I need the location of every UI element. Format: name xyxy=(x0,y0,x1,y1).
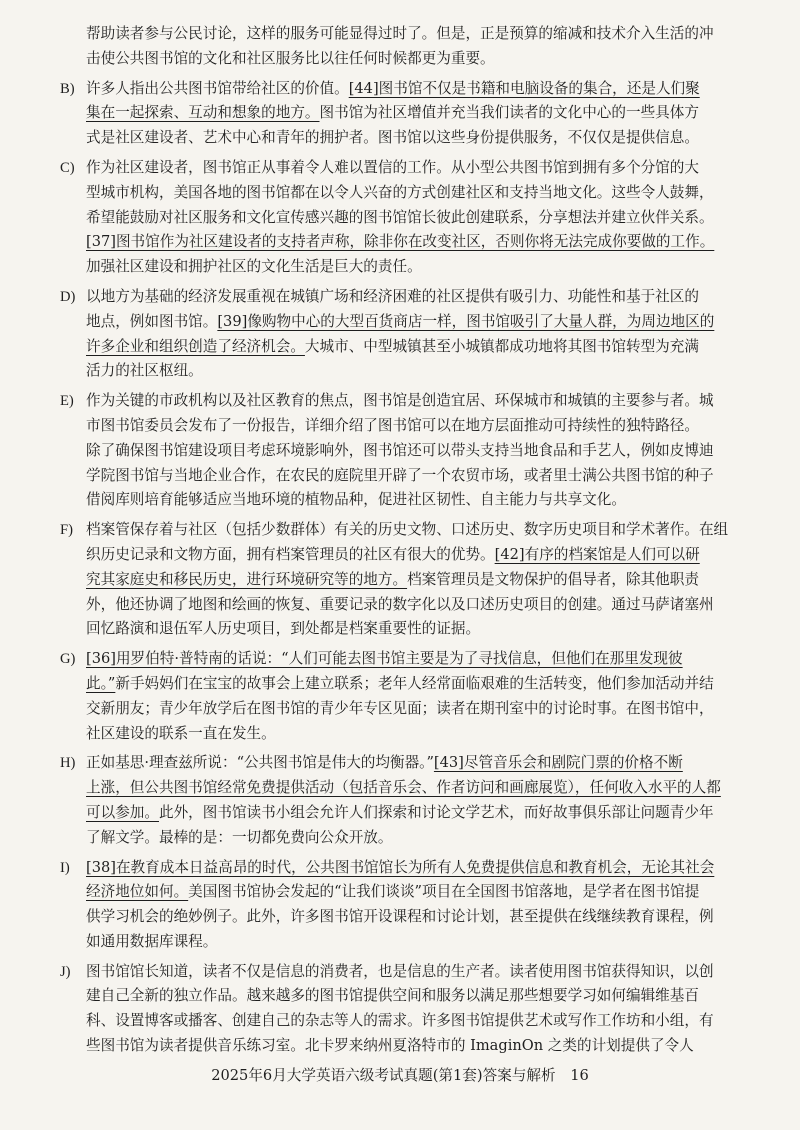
text-segment: 借阅库则培育能够适应当地环境的植物品种，促进社区韧性、自主能力与共享文化。 xyxy=(86,491,626,509)
text-segment: 大城市、中型城镇甚至小城镇都成功地将其图书馆转型为充满 xyxy=(304,337,699,355)
text-line xyxy=(60,984,764,1009)
text-line xyxy=(60,1034,764,1059)
text-line xyxy=(60,77,764,102)
text-line xyxy=(60,826,764,851)
text-segment: 供学习机会的绝妙例子。此外，许多图书馆开设课程和讨论计划，甚至提供在线继续教育课程，例 xyxy=(86,908,714,926)
text-line xyxy=(60,464,764,489)
text-line xyxy=(60,801,764,826)
paragraph-letter: D) xyxy=(60,288,76,305)
text-line xyxy=(60,310,764,335)
text-segment: 社区建设的联系一直在发生。 xyxy=(86,724,276,742)
text-line xyxy=(60,414,764,439)
text-segment: 图书馆为社区增值并充当我们读者的文化中心的一些具体方 xyxy=(319,104,699,122)
footer-title: 2025年6月大学英语六级考试真题(第1套)答案与解析 xyxy=(211,1067,556,1084)
text-line xyxy=(60,880,764,905)
underlined-answer-text: 上涨，但公共图书馆经常免费提供活动（包括音乐会、作者访问和画廊展览），任何收入水平的人都 xyxy=(86,779,721,797)
text-segment: 美国图书馆协会发起的“让我们谈谈”项目在全国图书馆落地，是学者在图书馆提 xyxy=(188,883,700,901)
text-segment: 如通用数据库课程。 xyxy=(86,932,218,950)
text-line xyxy=(60,697,764,722)
text-segment: 图书馆馆长知道，读者不仅是信息的消费者，也是信息的生产者。读者使用图书馆获得知识，以创 xyxy=(86,962,714,980)
text-segment: 外，他还协调了地图和绘画的恢复、重要记录的数字化以及口述历史项目的创建。通过马萨诸塞州 xyxy=(86,595,714,613)
paragraph xyxy=(60,518,764,642)
underlined-answer-text: 可以参加。 xyxy=(86,803,159,821)
text-line xyxy=(60,126,764,151)
text-segment: 回忆路演和退伍军人历史项目，到处都是档案重要性的证据。 xyxy=(86,620,481,638)
paragraph-letter: C) xyxy=(60,159,75,176)
text-segment: 建自己全新的独立作品。越来越多的图书馆提供空间和服务以满足那些想要学习如何编辑维基百 xyxy=(86,987,699,1005)
text-line xyxy=(60,722,764,747)
underlined-answer-text: [39]像购物中心的大型百货商店一样，图书馆吸引了大量人群，为周边地区的 xyxy=(217,312,715,330)
text-line xyxy=(60,488,764,513)
text-line xyxy=(60,101,764,126)
text-line xyxy=(60,930,764,955)
underlined-answer-text: [36]用罗伯特·普特南的话说：“人们可能去图书馆主要是为了寻找信息，但他们在那里发现彼 xyxy=(86,650,683,668)
paragraph-letter: B) xyxy=(60,80,75,97)
underlined-answer-text: [43]尽管音乐会和剧院门票的价格不断 xyxy=(433,754,683,772)
text-segment: 作为社区建设者，图书馆正从事着令人难以置信的工作。从小型公共图书馆到拥有多个分馆的大 xyxy=(86,158,699,176)
underlined-answer-text: [42]有序的档案馆是人们可以研 xyxy=(494,545,700,563)
text-line xyxy=(60,206,764,231)
paragraph xyxy=(60,285,764,384)
paragraph-letter: G) xyxy=(60,651,76,668)
text-line xyxy=(60,156,764,181)
text-segment: 希望能鼓励对社区服务和文化宣传感兴趣的图书馆馆长彼此创建联系，分享想法并建立伙伴关系。 xyxy=(86,208,714,226)
text-segment: 织历史记录和文物方面，拥有档案管理员的社区有很大的优势。 xyxy=(86,545,495,563)
text-line xyxy=(60,230,764,255)
passage-text xyxy=(60,22,764,1059)
text-line xyxy=(60,593,764,618)
page-number: 16 xyxy=(570,1067,589,1084)
text-segment: 正如基思·理查兹所说：“公共图书馆是伟大的均衡器。” xyxy=(86,754,434,772)
text-line xyxy=(60,647,764,672)
text-segment: 了解文学。最棒的是：一切都免费向公众开放。 xyxy=(86,828,393,846)
text-line xyxy=(60,255,764,280)
text-segment: 学院图书馆与当地企业合作，在农民的庭院里开辟了一个农贸市场，或者里士满公共图书馆的种子 xyxy=(86,466,714,484)
paragraph-list xyxy=(60,77,764,1059)
underlined-answer-text: [37]图书馆作为社区建设者的支持者声称，除非你在改变社区，否则你将无法完成你要做的工作。 xyxy=(86,233,715,251)
text-line xyxy=(60,751,764,776)
text-line xyxy=(60,960,764,985)
text-line xyxy=(60,47,764,72)
text-line xyxy=(60,389,764,414)
text-line xyxy=(60,568,764,593)
paragraph-letter: E) xyxy=(60,393,74,410)
underlined-answer-text: 集在一起探索、互动和想象的地方。 xyxy=(86,104,320,122)
text-segment: 式是社区建设者、艺术中心和青年的拥护者。图书馆以这些身份提供服务，不仅仅是提供信息。 xyxy=(86,129,699,147)
text-line xyxy=(60,776,764,801)
text-segment: 交新朋友；青少年放学后在图书馆的青少年专区见面；读者在期刊室中的讨论时事。在图书馆中， xyxy=(86,699,714,717)
paragraph-letter: J) xyxy=(60,963,71,980)
text-segment: 科、设置博客或播客、创建自己的杂志等人的需求。许多图书馆提供艺术或写作工作坊和小组，有 xyxy=(86,1012,714,1030)
text-line xyxy=(60,672,764,697)
paragraph xyxy=(60,77,764,151)
underlined-answer-text: [38]在教育成本日益高昂的时代，公共图书馆馆长为所有人免费提供信息和教育机会，无论其社会 xyxy=(86,858,715,876)
text-segment: 档案管理员是文物保护的倡导者，除其他职责 xyxy=(407,570,699,588)
text-segment: 些图书馆为读者提供音乐练习室。北卡罗来纳州夏洛特市的 ImaginOn 之类的计划提供了令人 xyxy=(86,1037,694,1055)
paragraph xyxy=(60,647,764,746)
page-footer xyxy=(0,1065,800,1087)
text-segment: 击使公共图书馆的文化和社区服务比以往任何时候都更为重要。 xyxy=(86,49,495,67)
paragraph-letter: I) xyxy=(60,859,70,876)
paragraph xyxy=(60,389,764,513)
text-line xyxy=(60,335,764,360)
text-segment: 活力的社区枢纽。 xyxy=(86,362,203,380)
underlined-answer-text: 此。” xyxy=(86,674,116,692)
paragraph xyxy=(60,960,764,1059)
text-line xyxy=(60,285,764,310)
text-segment: 档案管保存着与社区（包括少数群体）有关的历史文物、口述历史、数字历史项目和学术著作。在组 xyxy=(86,521,729,539)
paragraph xyxy=(60,751,764,850)
text-segment: 许多人指出公共图书馆带给社区的价值。 xyxy=(86,79,349,97)
text-line xyxy=(60,543,764,568)
text-line xyxy=(60,617,764,642)
text-segment: 地点，例如图书馆。 xyxy=(86,312,218,330)
text-line xyxy=(60,856,764,881)
text-segment: 作为关键的市政机构以及社区教育的焦点，图书馆是创造宜居、环保城市和城镇的主要参与者。城 xyxy=(86,392,714,410)
text-segment: 市图书馆委员会发布了一份报告，详细介绍了图书馆可以在地方层面推动可持续性的独特路径。 xyxy=(86,416,699,434)
paragraph-letter: H) xyxy=(60,755,76,772)
text-line xyxy=(60,181,764,206)
text-segment: 加强社区建设和拥护社区的文化生活是巨大的责任。 xyxy=(86,258,422,276)
text-segment: 除了确保图书馆建设项目考虑环境影响外，图书馆还可以带头支持当地食品和手艺人，例如皮博迪 xyxy=(86,441,714,459)
text-line xyxy=(60,359,764,384)
text-line xyxy=(60,905,764,930)
underlined-answer-text: 许多企业和组织创造了经济机会。 xyxy=(86,337,305,355)
text-segment: 帮助读者参与公民讨论，这样的服务可能显得过时了。但是，正是预算的缩减和技术介入生活的冲 xyxy=(86,25,714,42)
underlined-answer-text: 经济地位如何。 xyxy=(86,883,189,901)
paragraph xyxy=(60,856,764,955)
text-line xyxy=(60,518,764,543)
text-segment: 新手妈妈们在宝宝的故事会上建立联系；老年人经常面临艰难的生活转变，他们参加活动并结 xyxy=(115,674,714,692)
text-segment: 型城市机构，美国各地的图书馆都在以令人兴奋的方式创建社区和支持当地文化。这些令人鼓舞， xyxy=(86,183,714,201)
text-line xyxy=(60,22,764,47)
text-line xyxy=(60,439,764,464)
text-segment: 此外，图书馆读书小组会允许人们探索和讨论文学艺术，而好故事俱乐部让问题青少年 xyxy=(158,803,714,821)
text-line xyxy=(60,1009,764,1034)
paragraph xyxy=(60,156,764,280)
underlined-answer-text: [44]图书馆不仅是书籍和电脑设备的集合，还是人们聚 xyxy=(348,79,700,97)
paragraph-letter: F) xyxy=(60,522,73,539)
text-segment: 以地方为基础的经济发展重视在城镇广场和经济困难的社区提供有吸引力、功能性和基于社区的 xyxy=(86,287,699,305)
intro-lines xyxy=(60,22,764,72)
underlined-answer-text: 究其家庭史和移民历史，进行环境研究等的地方。 xyxy=(86,570,408,588)
